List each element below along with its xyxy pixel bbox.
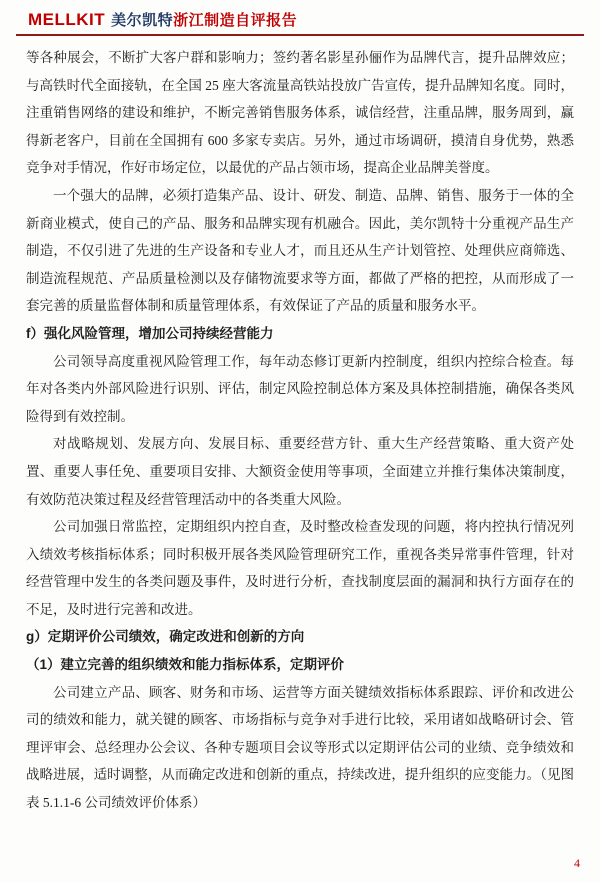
body-paragraph-daily-monitoring: 公司加强日常监控，定期组织内控自查，及时整改检查发现的问题，将内控执行情况列入绩效考核指标体系；同时积极开展各类风险管理研究工作，重视各类异常事件管理，针对经营管理中发生的各类问题及事件，及时进行分析，查找制度层面的漏洞和执行方面存在的不足，及时进行完善和改进。 <box>26 519 574 617</box>
body-paragraph-continuation: 等各种展会，不断扩大客户群和影响力；签约著名影星孙俪作为品牌代言，提升品牌效应；与高铁时代全面接轨，在全国 25 座大客流量高铁站投放广告宣传，提升品牌知名度。同时，注重销售网络的建设和维护，不断完善销售服务体系，诚信经营，注重品牌，服务周到，赢得新老客户，目前在全国拥有 600 多家专卖店。另外，通过市场调研，摸清自身优势，熟悉竞争对手情况，作好市场定位，以最优的产品占领市场，提高企业品牌美誉度。 <box>26 50 574 176</box>
brand-logo-text: MELLKIT <box>28 10 106 29</box>
section-heading-f-risk-management: f）强化风险管理，增加公司持续经营能力 <box>26 325 274 341</box>
body-paragraph-collective-decision: 对战略规划、发展方向、发展目标、重要经营方针、重大生产经营策略、重大资产处置、重要人事任免、重要项目安排、大额资金使用等事项，全面建立并推行集体决策制度，有效防范决策过程及经营管理活动中的各类重大风险。 <box>26 436 574 507</box>
document-body <box>26 44 574 817</box>
body-paragraph-kpi-tracking: 公司建立产品、顾客、财务和市场、运营等方面关键绩效指标体系跟踪、评价和改进公司的绩效和能力，就关键的顾客、市场指标与竞争对手进行比较，采用诸如战略研讨会、管理评审会、总经理办公会议、各种专题项目会议等形式以定期评估公司的业绩、竞争绩效和战略进展，适时调整，从而确定改进和创新的重点，持续改进，提升组织的应变能力。（见图表 5.1.1-6 公司绩效评价体系） <box>26 684 574 811</box>
section-heading-g-performance-evaluation: g）定期评价公司绩效，确定改进和创新的方向 <box>26 629 305 645</box>
body-paragraph-brand-manufacturing: 一个强大的品牌，必须打造集产品、设计、研发、制造、品牌、销售、服务于一体的全新商业模式，使自己的产品、服务和品牌实现有机融合。因此，美尔凯特十分重视产品生产制造，不仅引进了先进的生产设备和专业人才，而且还从生产计划管控、处理供应商筛选、制造流程规范、产品质量检测以及存储物流要求等方面，都做了严格的把控，从而形成了一套完善的质量监督体制和质量管理体系，有效保证了产品的质量和服务水平。 <box>26 187 574 314</box>
header-divider <box>16 34 584 36</box>
subsection-heading-1-kpi-system: （1）建立完善的组织绩效和能力指标体系，定期评价 <box>26 657 345 673</box>
body-paragraph-internal-control: 公司领导高度重视风险管理工作，每年动态修订更新内控制度，组织内控综合检查。每年对各类内外部风险进行识别、评估，制定风险控制总体方案及具体控制措施，确保各类风险得到有效控制。 <box>26 353 574 424</box>
page-header <box>26 9 574 30</box>
header-title-company: 美尔凯特 <box>111 13 174 29</box>
header-title-report: 浙江制造自评报告 <box>173 13 298 29</box>
page-number: 4 <box>574 856 580 870</box>
